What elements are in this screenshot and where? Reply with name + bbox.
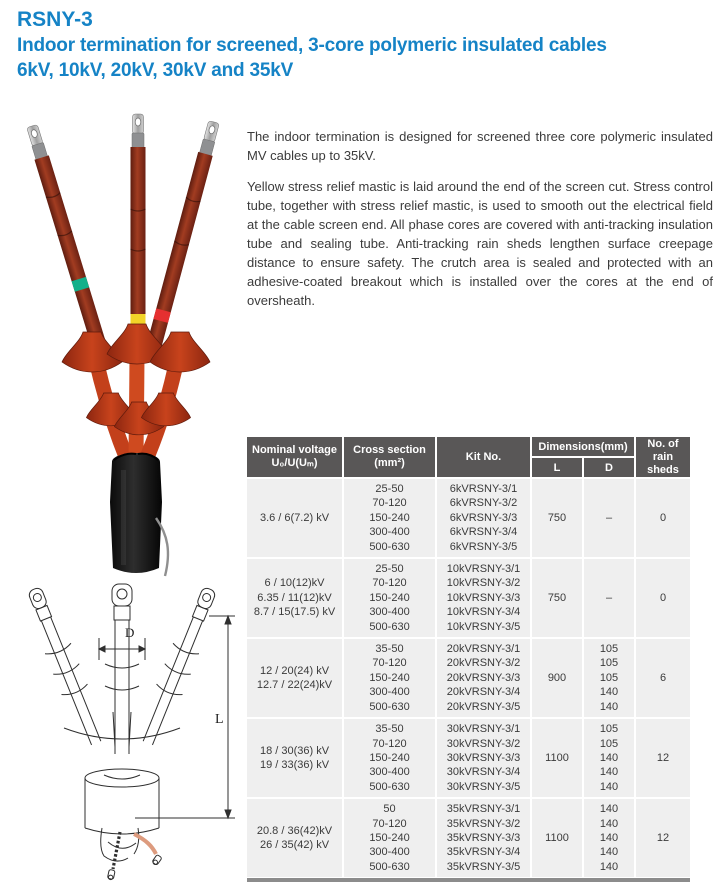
page-title	[17, 6, 719, 83]
table-row-group	[247, 479, 690, 557]
cable-right	[146, 120, 221, 349]
voltage-cell: 12 / 20(24) kV 12.7 / 22(24)kV	[247, 639, 342, 717]
drawing-cable-bottom	[101, 828, 162, 880]
termination-photo	[8, 110, 238, 580]
dimension-drawing	[4, 582, 239, 864]
header-dimensions: Dimensions(mm) L D	[532, 437, 634, 477]
dim-d-cell: 105 105 140 140 140	[584, 719, 634, 797]
cable-center	[131, 114, 146, 352]
rain-sheds-cell: 12	[636, 799, 690, 877]
dim-d-cell: –	[584, 559, 634, 637]
dim-d-cell: 140 140 140 140 140	[584, 799, 634, 877]
spec-table-body	[247, 479, 690, 877]
dim-l-cell: 1100	[532, 799, 582, 877]
dim-d-cell: –	[584, 479, 634, 557]
cross-section-cell: 35-50 70-120 150-240 300-400 500-630	[344, 639, 435, 717]
description-paragraph-1: The indoor termination is designed for screened three core polymeric insulated MV cables up to 35kV.	[247, 129, 713, 163]
drawing-core-right	[135, 584, 223, 748]
header-dim-d: D	[584, 458, 634, 477]
kit-no-cell: 10kVRSNY-3/1 10kVRSNY-3/2 10kVRSNY-3/3 10kVRSNY-3/4 10kVRSNY-3/5	[437, 559, 530, 637]
voltage-cell: 6 / 10(12)kV 6.35 / 11(12)kV 8.7 / 15(17.5) kV	[247, 559, 342, 637]
header-nominal-voltage: Nominal voltage U₀/U(Uₘ)	[247, 437, 342, 477]
description-paragraph-2: Yellow stress relief mastic is laid around the end of the screen cut. Stress control tube, together with stress relief mastic, is used to smooth out the electrical field at the cable screen end. All phase cores are covered with anti-tracking insulation tube and sealing tube. Anti-tracking rain sheds lengthen surface creepage distance to ensure safety. The crutch area is sealed and protected with an adhesive-coated breakout which is installed over the cores at the end of oversheath.	[247, 179, 713, 308]
kit-no-cell: 20kVRSNY-3/1 20kVRSNY-3/2 20kVRSNY-3/3 20kVRSNY-3/4 20kVRSNY-3/5	[437, 639, 530, 717]
dim-d-cell: 105 105 105 140 140	[584, 639, 634, 717]
kit-no-cell: 6kVRSNY-3/1 6kVRSNY-3/2 6kVRSNY-3/3 6kVRSNY-3/4 6kVRSNY-3/5	[437, 479, 530, 557]
l-dimension-label: L	[215, 712, 224, 727]
cross-section-cell: 50 70-120 150-240 300-400 500-630	[344, 799, 435, 877]
breakout-body	[110, 453, 168, 576]
rain-sheds-cell: 0	[636, 559, 690, 637]
dim-l-cell: 1100	[532, 719, 582, 797]
d-dimension-label: D	[125, 625, 135, 640]
header-kit-no: Kit No.	[437, 437, 530, 477]
rain-sheds-cell: 12	[636, 719, 690, 797]
kit-no-cell: 30kVRSNY-3/1 30kVRSNY-3/2 30kVRSNY-3/3 30kVRSNY-3/4 30kVRSNY-3/5	[437, 719, 530, 797]
drawing-base-cylinder	[85, 769, 159, 834]
drawing-shed-arc	[64, 728, 180, 739]
drawing-core-left	[21, 584, 109, 748]
dim-l-cell: 750	[532, 479, 582, 557]
kit-no-cell: 35kVRSNY-3/1 35kVRSNY-3/2 35kVRSNY-3/3 35kVRSNY-3/4 35kVRSNY-3/5	[437, 799, 530, 877]
table-bottom-border	[247, 878, 690, 882]
spec-table	[247, 437, 690, 882]
product-code: RSNY-3	[17, 8, 93, 31]
cross-section-cell: 25-50 70-120 150-240 300-400 500-630	[344, 559, 435, 637]
phase-band-yellow	[131, 314, 146, 325]
cross-section-cell: 25-50 70-120 150-240 300-400 500-630	[344, 479, 435, 557]
product-title: Indoor termination for screened, 3-core polymeric insulated cables	[17, 35, 607, 56]
product-description	[247, 127, 713, 322]
voltage-cell: 3.6 / 6(7.2) kV	[247, 479, 342, 557]
drawing-earth-wire	[134, 834, 156, 854]
table-row-group	[247, 639, 690, 717]
spec-table-header	[247, 437, 690, 477]
rain-sheds-cell: 6	[636, 639, 690, 717]
voltage-cell: 20.8 / 36(42)kV 26 / 35(42) kV	[247, 799, 342, 877]
rain-sheds-cell: 0	[636, 479, 690, 557]
drawing-core-center	[105, 584, 139, 754]
product-voltages: 6kV, 10kV, 20kV, 30kV and 35kV	[17, 60, 294, 81]
voltage-cell: 18 / 30(36) kV 19 / 33(36) kV	[247, 719, 342, 797]
table-row-group	[247, 799, 690, 877]
table-row-group	[247, 719, 690, 797]
table-row-group	[247, 559, 690, 637]
cross-section-cell: 35-50 70-120 150-240 300-400 500-630	[344, 719, 435, 797]
header-cross-section: Cross section (mm²)	[344, 437, 435, 477]
header-rain-sheds: No. of rain sheds	[636, 437, 690, 477]
dimension-d	[99, 638, 145, 660]
dim-l-cell: 750	[532, 559, 582, 637]
dim-l-cell: 900	[532, 639, 582, 717]
cable-left	[25, 124, 107, 351]
header-dim-l: L	[532, 458, 582, 477]
